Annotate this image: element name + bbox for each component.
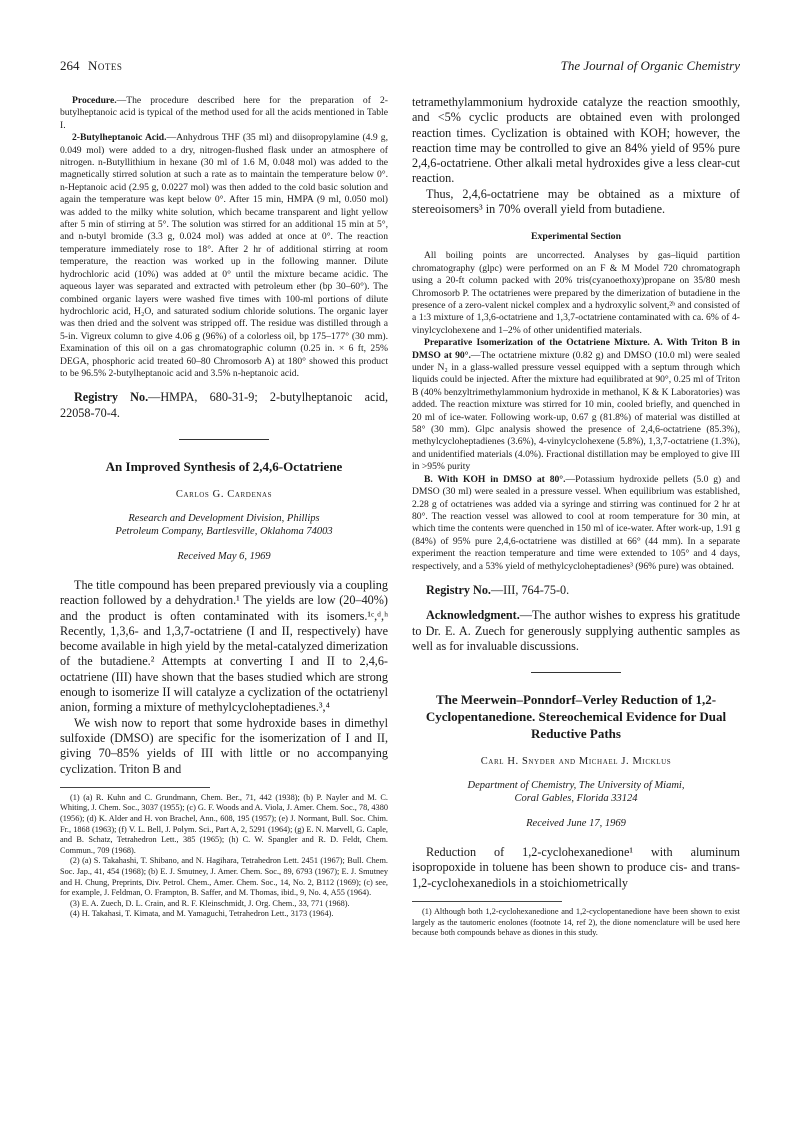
procedure-paragraph: Procedure.—The procedure described here for the preparation of 2-butylheptanoic acid is typical of the method used for all the acids mentioned in Table I. (60, 95, 388, 131)
running-header (60, 58, 740, 78)
butylheptanoic-acid-paragraph: 2-Butylheptanoic Acid.—Anhydrous THF (35 ml) and diisopropylamine (4.9 g, 0.049 mol) were added to a dry, nitrogen-flushed flask under an atmosphere of nitrogen. n-Butyllithium in hexane (30 ml of 1.6 M, 0.048 mol) was added to the magnetically stirred solution at such a rate as to maintain the temperature below 0°. n-Heptanoic acid (2.95 g, 0.0227 mol) was then added to the cold basic solution and again the temperature was kept below 0°. After 15 min, HMPA (9 ml, 0.050 mol) was added to the milky white solution, which became transparent and light yellow after 5 min of stirring at 5°. The solution was stirred for an additional 15 min at 5°, and n-butyl bromide (3.3 g, 0.024 mol) was added at once at 0°. The reaction temperature immediately rose to 18°. After 2 hr of additional stirring at room temperature, the reaction was worked up in the following manner. Dilute hydrochloric acid (10%) was added at 0° until the mixture became acidic. The aqueous layer was separated and extracted with petroleum ether (bp 30–60°). The combined organic layers were washed five times with 100-ml portions of dilute hydrochloric acid, H₂O, and saturated sodium chloride solutions. The organic layer was then dried and the solvent was stripped off. The residue was distilled through a 5-in. Vigreux column to give 4.06 g (96%) of a colorless oil, bp 175–177° (30 mm). Examination of this oil on a gas chromatographic column (0.25 in. × 6 ft, 25% DEGA, phosphoric acid treated 60–80 Chromosorb A) at 180° showed this product to be 96.5% 2-butylheptanoic acid and 3.5% n-heptanoic acid. (60, 132, 388, 379)
received-date: Received May 6, 1969 (177, 550, 271, 562)
article-title: An Improved Synthesis of 2,4,6-Octatriene (105, 458, 343, 474)
left-column (60, 95, 388, 920)
footnote: (1) Although both 1,2-cyclohexanedione and 1,2-cyclopentanedione have been shown to exist largely as the tautomeric enolones (footnote 14, ref 2), the dione nomenclature will be used here because both compounds behave as diones in this study. (412, 907, 740, 938)
body-paragraph: The title compound has been prepared previously via a coupling reaction followed by a dehydration.¹ The yields are low (20–40%) and the product is often contaminated with its isomers.¹ᶜ,ᵈ,ʰ Recently, 1,3,6- and 1,3,7-octatriene (I and II, respectively) have become available in high yield by the metal-catalyzed dimerization of the butadiene.² Attempts at converting I and II to 2,4,6-octatriene (III) have shown that the bases studied which are strong enough to isomerize II will catalyze a cyclization of the octatrienyl anion, forming a mixture of methylcycloheptadienes.³,⁴ (60, 577, 388, 715)
page-number: 264 (60, 58, 80, 73)
article-affiliation: Department of Chemistry, The University of Miami, Coral Gables, Florida 33124 (467, 780, 685, 805)
experimental-heading: Experimental Section (530, 231, 622, 243)
experimental-paragraph: All boiling points are uncorrected. Analyses by gas–liquid partition chromatography (glpc) were performed on an F & M Model 720 chromatograph using a 20-ft column packed with 20% tris(cyanoethoxy)propane on 35/80 mesh Chromosorb P. The octatrienes were prepared by the dimerization of butadiene in the presence of a zero-valent nickel complex and a hydroxylic solvent,²ᵇ and consisted of a 1:3 mixture of 1,3,6-octatriene and 1,3,7-octatriene contaminated with ca. 6% of 4-vinylcyclohexene and 1–2% of other unidentified materials. (412, 250, 740, 336)
right-column (412, 95, 740, 939)
article-author: Carlos G. Cardenas (175, 488, 273, 500)
body-paragraph: tetramethylammonium hydroxide catalyze the reaction smoothly, and <5% cyclic products are obtained even with prolonged reaction times. Cyclization is obtained with KOH; however, the reaction time may be controlled to give an 84% yield of 95% pure 2,4,6-octatriene. Other alkali metal hydroxides give a less clear-cut reaction. (412, 95, 740, 186)
article-author: Carl H. Snyder and Michael J. Micklus (480, 756, 672, 768)
article-title: The Meerwein–Ponndorf–Verley Reduction of 1,2-Cyclopentanedione. Stereochemical Evidence for Dual Reductive Paths (425, 692, 727, 742)
body-paragraph: Thus, 2,4,6-octatriene may be obtained as a mixture of stereoisomers³ in 70% overall yield from butadiene. (412, 186, 740, 217)
body-paragraph: Reduction of 1,2-cyclohexanedione¹ with aluminum isopropoxide in toluene has been shown to produce cis- and trans-1,2-cyclohexanediols in a stoichiometrically (412, 845, 740, 890)
article-affiliation: Research and Development Division, Phillips Petroleum Company, Bartlesville, Oklahoma 74003 (115, 512, 333, 537)
footnote-divider (60, 787, 210, 788)
footnote: (3) E. A. Zuech, D. L. Crain, and R. F. Kleinschmidt, J. Org. Chem., 33, 771 (1968). (70, 898, 350, 908)
footnote: (4) H. Takahasi, T. Kimata, and M. Yamaguchi, Tetrahedron Lett., 3173 (1964). (70, 909, 334, 919)
registry-numbers: Registry No.—HMPA, 680-31-9; 2-butylheptanoic acid, 22058-70-4. (60, 390, 388, 420)
footnote: (2) (a) S. Takahashi, T. Shibano, and N. Hagihara, Tetrahedron Lett. 2451 (1967); Bull. Chem. Soc. Jap., 41, 454 (1968); (b) E. J. Smutney, J. Amer. Chem. Soc., 89, 6793 (1967); E. J. Smutney and H. Chung, Preprints, Div. Petrol. Chem., Amer. Chem. Soc., 14, No. 2, B112 (1969); (c) see, for example, J. Feldman, O. Frampton, B. Saffer, and M. Thomas, ibid., 9, No. 4, A55 (1964). (60, 856, 388, 898)
body-paragraph: We wish now to report that some hydroxide bases in dimethyl sulfoxide (DMSO) are specific for the isomerization of I and II, giving 70–85% yields of III with little or no accompanying cyclization. Triton B and (60, 715, 388, 776)
experimental-paragraph: Preparative Isomerization of the Octatriene Mixture. A. With Triton B in DMSO at 90°.—The octatriene mixture (0.82 g) and DMSO (10.0 ml) were sealed under N₂ in a glass-walled pressure vessel equipped with a septum through which liquids could be injected. After the mixture had equilibrated at 90°, 0.25 ml of Triton B (40% benzyltrimethylammonium hydroxide in methanol, K & K Laboratories) was added. The reaction mixture was stirred for 10 min, cooled briefly, and quenched in 20 ml of ice-water. Following work-up, 0.67 g (81.8%) of material was distilled at 58° (30 mm). Glpc analysis showed the presence of 2,4,6-octatriene (85.3%), methylcycloheptadienes (3.6%), 4-vinylcyclohexene (5.8%), 1,3,7-octatriene (1.3%), and unidentified materials (4.0%). Fractional distillation may be employed to give III in >95% purity (412, 337, 740, 473)
acknowledgment: Acknowledgment.—The author wishes to express his gratitude to Dr. E. A. Zuech for generously supplying authentic samples as well as for invaluable discussions. (412, 608, 740, 653)
footnote: (1) (a) R. Kuhn and C. Grundmann, Chem. Ber., 71, 442 (1938); (b) P. Nayler and M. C. Whiting, J. Chem. Soc., 3037 (1955); (c) G. F. Woods and A. Viola, J. Amer. Chem. Soc., 78, 4380 (1956); (d) K. Alder and H. von Brachel, Ann., 608, 195 (1957); (e) J. Normant, Bull. Soc. Chim. Fr., 1868 (1963); (f) V. L. Bell, J. Polym. Sci., Part A, 2, 5291 (1964); (g) E. N. Marvell, G. Caple, and B. Schatz, Tetrahedron Lett., 385 (1965); (h) C. W. Spangler and R. D. Feldt, Chem. Commun., 709 (1968). (60, 792, 388, 855)
received-date: Received June 17, 1969 (526, 818, 626, 830)
article-divider (531, 672, 621, 673)
registry-numbers: Registry No.—III, 764-75-0. (426, 582, 570, 597)
experimental-paragraph: B. With KOH in DMSO at 80°.—Potassium hydroxide pellets (5.0 g) and DMSO (30 ml) were sealed in a pressure vessel. When equilibrium was established, 2.28 g of octatrienes was added via a syringe and stirring was continued for 2 hr at 80°. The reaction vessel was allowed to cool at room temperature for 30 min, at which time the contents were quenched in 150 ml of ice-water. After work-up, 1.91 g (84%) of 95% pure 2,4,6-octatriene was distilled at 66° (44 mm). In a separate experiment the reaction temperature and time were extended to 105° and 4 days, respectively, and a 53% yield of methylcycloheptadienes³ (96% pure) was obtained. (412, 473, 740, 572)
article-divider (179, 439, 269, 440)
footnote-divider (412, 901, 562, 902)
journal-name: The Journal of Organic Chemistry (560, 58, 740, 73)
section-name: Notes (88, 58, 123, 73)
